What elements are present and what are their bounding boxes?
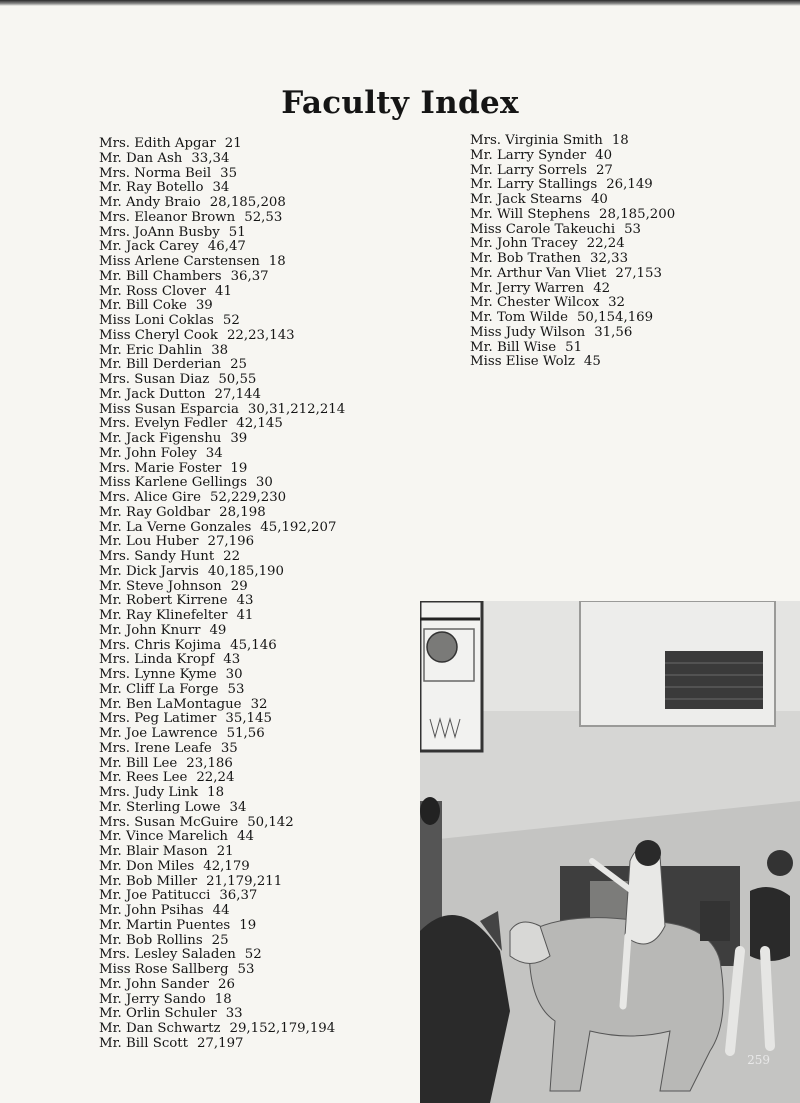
page-references: 34	[229, 799, 247, 815]
page-references: 50,55	[218, 372, 257, 387]
faculty-name: Mr. Jack Stearns	[470, 192, 582, 207]
faculty-entry	[99, 1007, 345, 1022]
page-references: 25	[211, 932, 229, 948]
faculty-name: Mrs. Linda Kropf	[99, 652, 215, 668]
page-references: 18	[214, 991, 232, 1007]
page-references: 42,145	[236, 416, 283, 432]
page-references: 21,179,211	[206, 873, 283, 889]
faculty-entry	[99, 889, 345, 904]
page-references: 22,23,143	[226, 327, 295, 343]
faculty-entry	[470, 267, 675, 282]
faculty-entry	[99, 963, 345, 978]
faculty-entry	[99, 196, 345, 211]
page-references: 36,37	[230, 268, 269, 284]
page-references: 22,24	[586, 236, 625, 252]
faculty-entry	[99, 299, 345, 314]
faculty-name: Mr. Bill Coke	[99, 298, 187, 314]
faculty-name: Mr. John Tracey	[470, 236, 578, 252]
faculty-entry	[470, 149, 675, 164]
faculty-name: Mr. Bill Scott	[99, 1035, 188, 1051]
faculty-entry	[99, 904, 345, 919]
page-references: 39	[195, 298, 213, 314]
page-references: 43	[236, 593, 254, 609]
page-references: 18	[611, 133, 629, 148]
page-references: 29,152,179,194	[229, 1021, 336, 1036]
faculty-entry	[99, 270, 345, 285]
faculty-entry	[99, 609, 345, 624]
faculty-entry	[99, 535, 345, 550]
page-references: 51,56	[226, 726, 265, 741]
faculty-name: Mr. Jack Carey	[99, 239, 199, 255]
faculty-name: Mr. Orlin Schuler	[99, 1006, 217, 1022]
page-references: 27	[595, 162, 613, 178]
faculty-name: Mr. Bob Miller	[99, 873, 198, 889]
page-references: 40	[595, 147, 613, 163]
faculty-entry	[99, 801, 345, 816]
faculty-entry	[99, 875, 345, 890]
page-references: 45,192,207	[260, 519, 337, 535]
faculty-entry	[470, 164, 675, 179]
faculty-name: Mr. Steve Johnson	[99, 578, 222, 594]
faculty-name: Mr. Robert Kirrene	[99, 593, 228, 609]
faculty-list-right	[470, 134, 675, 370]
page-references: 40	[590, 192, 608, 207]
page-references: 22,24	[196, 770, 235, 786]
faculty-entry	[470, 326, 675, 341]
faculty-name: Mrs. Evelyn Fedler	[99, 416, 228, 432]
page-references: 42	[593, 280, 611, 296]
page-references: 41	[236, 608, 254, 623]
top-rule	[0, 0, 800, 6]
faculty-name: Mr. Ross Clover	[99, 283, 207, 299]
faculty-name: Mrs. Judy Link	[99, 785, 199, 800]
faculty-name: Mr. Cliff La Forge	[99, 681, 219, 697]
page-references: 18	[268, 254, 286, 269]
faculty-entry	[99, 993, 345, 1008]
faculty-entry	[99, 668, 345, 683]
faculty-name: Mr. Joe Patitucci	[99, 888, 211, 904]
faculty-name: Mr. John Sander	[99, 976, 209, 992]
faculty-name: Mr. Ray Botello	[99, 180, 204, 196]
page-references: 27,196	[207, 534, 255, 550]
faculty-name: Miss Cheryl Cook	[99, 327, 218, 343]
faculty-entry	[99, 624, 345, 639]
faculty-entry	[470, 178, 675, 193]
faculty-entry	[470, 237, 675, 252]
faculty-entry	[99, 639, 345, 654]
faculty-entry	[99, 314, 345, 329]
faculty-name: Mrs. Virginia Smith	[470, 133, 603, 148]
faculty-entry	[99, 476, 345, 491]
faculty-name: Mr. Arthur Van Vliet	[470, 265, 607, 281]
faculty-name: Miss Loni Coklas	[99, 313, 214, 328]
faculty-name: Mr. John Knurr	[99, 622, 201, 638]
page-number: 259	[747, 1053, 770, 1067]
faculty-name: Miss Susan Esparcia	[99, 401, 239, 417]
faculty-entry	[99, 285, 345, 300]
page-title: Faculty Index	[281, 84, 519, 121]
faculty-name: Mr. Dan Ash	[99, 150, 183, 166]
faculty-name: Mr. Bill Wise	[470, 339, 557, 355]
faculty-entry	[99, 491, 345, 506]
faculty-entry	[470, 355, 675, 370]
faculty-entry	[99, 329, 345, 344]
faculty-entry	[99, 432, 345, 447]
page-references: 50,154,169	[576, 310, 654, 325]
page-references: 36,37	[219, 888, 258, 904]
faculty-name: Mrs. Norma Beil	[99, 165, 212, 181]
faculty-entry	[99, 255, 345, 270]
page-references: 44	[236, 829, 254, 845]
faculty-entry	[470, 341, 675, 356]
faculty-name: Mr. Tom Wilde	[470, 310, 568, 325]
page-references: 53	[624, 221, 641, 237]
page-references: 52,229,230	[210, 490, 287, 505]
faculty-entry	[99, 653, 345, 668]
page-references: 34	[212, 180, 230, 196]
page-references: 33	[225, 1006, 243, 1022]
faculty-name: Mr. Larry Sorrels	[470, 162, 587, 178]
faculty-entry	[99, 226, 345, 241]
faculty-list-left	[99, 137, 345, 1052]
faculty-entry	[470, 252, 675, 267]
faculty-name: Mr. Joe Lawrence	[99, 726, 218, 741]
page-references: 38	[211, 342, 229, 358]
faculty-entry	[470, 223, 675, 238]
faculty-entry	[470, 311, 675, 326]
faculty-name: Mrs. Susan Diaz	[99, 372, 210, 387]
faculty-name: Mrs. Edith Apgar	[99, 136, 216, 151]
page-references: 32	[608, 295, 626, 311]
faculty-entry	[99, 447, 345, 462]
faculty-name: Mr. Blair Mason	[99, 844, 208, 859]
faculty-name: Mr. Chester Wilcox	[470, 295, 600, 311]
page-references: 50,142	[247, 814, 294, 830]
faculty-name: Mr. Jack Figenshu	[99, 431, 222, 446]
faculty-name: Miss Arlene Carstensen	[99, 254, 260, 269]
faculty-entry	[99, 344, 345, 359]
faculty-name: Mrs. Marie Foster	[99, 460, 222, 476]
faculty-name: Mr. Jerry Warren	[470, 280, 585, 296]
page-references: 21	[216, 844, 234, 859]
page-references: 44	[212, 903, 230, 918]
faculty-entry	[99, 757, 345, 772]
page-references: 53	[237, 962, 255, 977]
faculty-name: Mr. Lou Huber	[99, 534, 199, 550]
faculty-entry	[99, 712, 345, 727]
faculty-entry	[99, 742, 345, 757]
faculty-name: Mrs. Peg Latimer	[99, 711, 217, 727]
faculty-entry	[99, 934, 345, 949]
page-references: 52	[244, 947, 262, 963]
page-references: 45,146	[230, 637, 277, 653]
faculty-name: Mr. La Verne Gonzales	[99, 519, 252, 535]
faculty-name: Mr. Martin Puentes	[99, 917, 231, 933]
faculty-name: Mr. Sterling Lowe	[99, 799, 221, 815]
faculty-entry	[99, 860, 345, 875]
faculty-name: Mrs. Chris Kojima	[99, 637, 222, 653]
faculty-name: Mr. Larry Synder	[470, 147, 587, 163]
page-references: 21	[224, 136, 242, 151]
page-references: 25	[230, 357, 248, 373]
faculty-name: Mrs. Lynne Kyme	[99, 667, 217, 682]
page-references: 53	[227, 681, 245, 697]
faculty-entry	[470, 282, 675, 297]
page-references: 41	[215, 283, 232, 299]
faculty-entry	[99, 948, 345, 963]
page-references: 30,31,212,214	[247, 401, 346, 417]
page-references: 26	[218, 976, 235, 992]
page-references: 27,197	[196, 1035, 244, 1051]
page-references: 42,179	[203, 858, 250, 874]
faculty-entry	[470, 296, 675, 311]
page-references: 30	[255, 475, 273, 491]
faculty-entry	[99, 388, 345, 403]
page-references: 51	[565, 339, 583, 355]
faculty-name: Mr. Don Miles	[99, 858, 195, 874]
faculty-entry	[99, 565, 345, 580]
page-references: 32	[250, 696, 268, 712]
page-references: 28,185,208	[209, 195, 286, 210]
faculty-name: Mr. Bill Chambers	[99, 268, 222, 284]
faculty-name: Mr. Ray Klinefelter	[99, 608, 228, 623]
faculty-entry	[99, 771, 345, 786]
faculty-entry	[99, 594, 345, 609]
faculty-name: Miss Judy Wilson	[470, 324, 586, 340]
faculty-entry	[99, 152, 345, 167]
page-references: 27,144	[214, 386, 261, 402]
faculty-entry	[99, 462, 345, 477]
page-references: 18	[207, 785, 225, 800]
faculty-entry	[99, 358, 345, 373]
faculty-entry	[99, 919, 345, 934]
faculty-name: Mrs. Eleanor Brown	[99, 209, 236, 225]
faculty-name: Mrs. Sandy Hunt	[99, 549, 215, 564]
page-references: 52,53	[244, 209, 283, 225]
page-references: 52	[222, 313, 240, 328]
faculty-name: Mr. John Psihas	[99, 903, 204, 918]
faculty-entry	[99, 698, 345, 713]
faculty-name: Mr. Jerry Sando	[99, 991, 206, 1007]
faculty-entry	[99, 816, 345, 831]
faculty-entry	[99, 580, 345, 595]
page-references: 19	[239, 917, 257, 933]
faculty-entry	[99, 683, 345, 698]
faculty-name: Mrs. Susan McGuire	[99, 814, 239, 830]
faculty-entry	[99, 830, 345, 845]
faculty-entry	[99, 506, 345, 521]
page-references: 31,56	[594, 324, 633, 340]
page-references: 28,185,200	[599, 206, 676, 222]
faculty-name: Miss Karlene Gellings	[99, 475, 247, 491]
faculty-name: Mr. Bob Trathen	[470, 251, 581, 266]
faculty-entry	[99, 550, 345, 565]
faculty-name: Mr. Eric Dahlin	[99, 342, 203, 358]
page-references: 35,145	[225, 711, 272, 727]
page-references: 23,186	[186, 755, 233, 771]
faculty-name: Mr. Rees Lee	[99, 770, 188, 786]
faculty-entry	[99, 240, 345, 255]
faculty-name: Mr. Andy Braio	[99, 195, 201, 210]
faculty-name: Mr. Bill Lee	[99, 755, 178, 771]
page-references: 34	[205, 445, 223, 461]
faculty-entry	[470, 134, 675, 149]
faculty-entry	[99, 727, 345, 742]
faculty-entry	[99, 978, 345, 993]
page-references: 33,34	[191, 150, 230, 166]
faculty-entry	[99, 1022, 345, 1037]
faculty-entry	[99, 403, 345, 418]
page-references: 39	[230, 431, 248, 446]
faculty-entry	[99, 1037, 345, 1052]
page-references: 51	[228, 224, 246, 240]
page-references: 22	[223, 549, 241, 564]
page-references: 27,153	[615, 265, 662, 281]
faculty-name: Mr. Ray Goldbar	[99, 504, 211, 520]
page-references: 26,149	[606, 177, 653, 193]
page-references: 49	[209, 622, 227, 638]
faculty-name: Mr. John Foley	[99, 445, 197, 461]
faculty-name: Mrs. Irene Leafe	[99, 740, 212, 756]
faculty-name: Mrs. Lesley Saladen	[99, 947, 236, 963]
page-references: 32,33	[589, 251, 629, 266]
faculty-entry	[99, 417, 345, 432]
page-references: 28,198	[219, 504, 266, 520]
faculty-entry	[99, 373, 345, 388]
page-references: 45	[583, 354, 601, 370]
faculty-entry	[99, 181, 345, 196]
page-references: 40,185,190	[207, 563, 284, 579]
faculty-name: Mr. Larry Stallings	[470, 177, 598, 193]
faculty-name: Mr. Will Stephens	[470, 206, 591, 222]
faculty-entry	[99, 845, 345, 860]
page-references: 35	[220, 165, 238, 181]
faculty-name: Miss Elise Wolz	[470, 354, 575, 370]
faculty-entry	[470, 193, 675, 208]
page-references: 29	[230, 578, 248, 594]
faculty-name: Miss Rose Sallberg	[99, 962, 229, 977]
faculty-name: Mrs. Alice Gire	[99, 490, 201, 505]
page-references: 30	[225, 667, 243, 682]
page-references: 43	[223, 652, 241, 668]
faculty-name: Mr. Ben LaMontague	[99, 696, 242, 712]
faculty-name: Mr. Vince Marelich	[99, 829, 228, 845]
faculty-entry	[99, 786, 345, 801]
faculty-name: Mrs. JoAnn Busby	[99, 224, 220, 240]
page-references: 35	[220, 740, 238, 756]
faculty-entry	[99, 167, 345, 182]
faculty-name: Mr. Jack Dutton	[99, 386, 206, 402]
page-references: 46,47	[207, 239, 246, 255]
faculty-name: Mr. Dick Jarvis	[99, 563, 199, 579]
faculty-entry	[99, 137, 345, 152]
faculty-entry	[470, 208, 675, 223]
faculty-name: Mr. Bob Rollins	[99, 932, 203, 948]
faculty-name: Mr. Dan Schwartz	[99, 1021, 221, 1036]
faculty-entry	[99, 211, 345, 226]
faculty-name: Miss Carole Takeuchi	[470, 221, 616, 237]
donkey-basketball-photo	[420, 601, 800, 1103]
faculty-entry	[99, 521, 345, 536]
page-references: 19	[230, 460, 248, 476]
faculty-name: Mr. Bill Derderian	[99, 357, 222, 373]
